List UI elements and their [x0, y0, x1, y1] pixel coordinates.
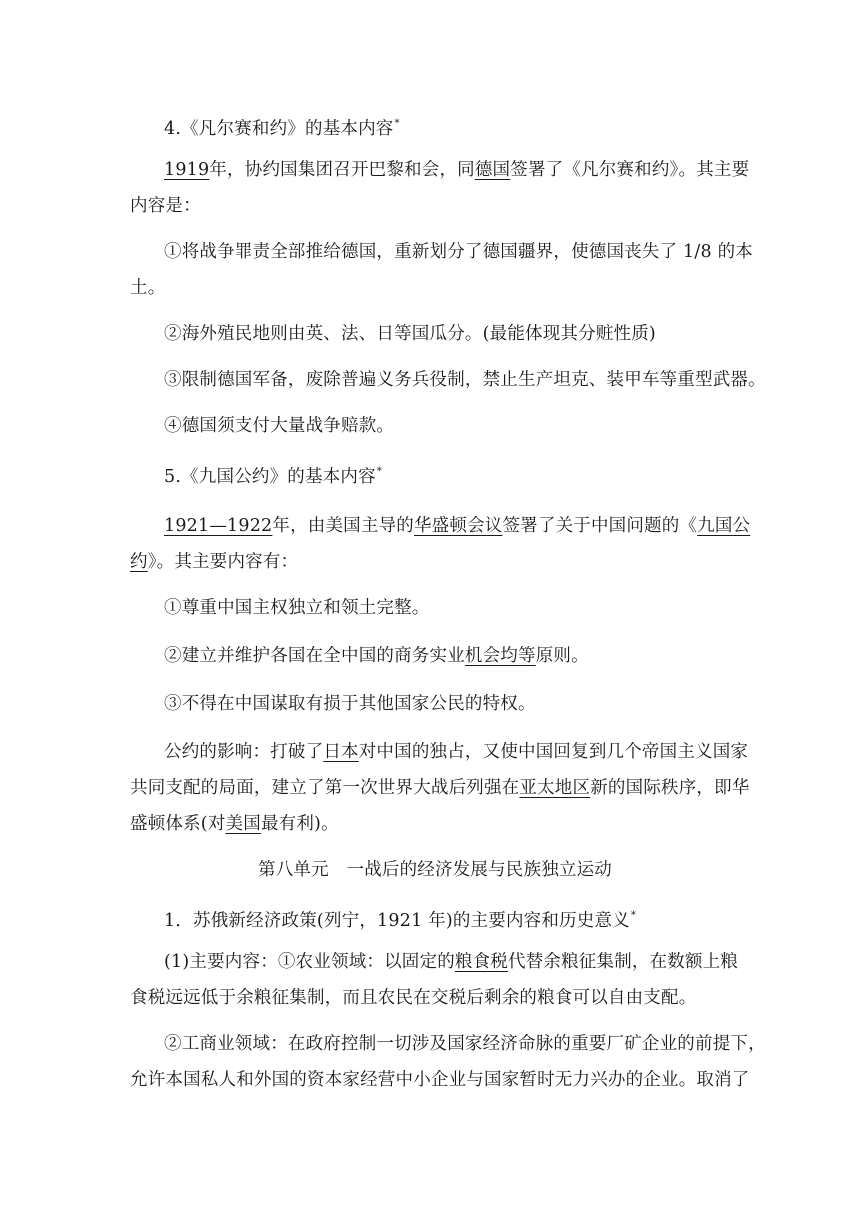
section-5-intro-line1: 1921—1922年，由美国主导的华盛顿会议签署了关于中国问题的《九国公	[164, 516, 751, 536]
section-4-item-2: ②海外殖民地则由英、法、日等国瓜分。(最能体现其分赃性质)	[164, 324, 656, 344]
section-4-item-1-line2: 土。	[130, 278, 166, 298]
section-5-impact-line2: 共同支配的局面，建立了第一次世界大战后列强在亚太地区新的国际秩序，即华	[130, 778, 750, 798]
section-5-impact-line3: 盛顿体系(对美国最有利)。	[130, 814, 339, 834]
section-4-intro-line1: 1919年，协约国集团召开巴黎和会，同德国签署了《凡尔赛和约》。其主要	[164, 160, 750, 180]
section-5-item-2: ②建立并维护各国在全中国的商务实业机会均等原则。	[164, 646, 589, 666]
underlined-conference: 华盛顿会议	[413, 516, 503, 536]
section-5-title: 5.《九国公约》的基本内容*	[164, 466, 382, 487]
underlined-equal-opportunity: 机会均等	[464, 646, 536, 666]
underlined-treaty-part2: 约	[130, 552, 148, 572]
unit-8-industry-line1: ②工商业领域：在政府控制一切涉及国家经济命脉的重要厂矿企业的前提下，	[164, 1034, 766, 1054]
section-5-item-3: ③不得在中国谋取有损于其他国家公民的特权。	[164, 694, 536, 714]
underlined-year: 1919	[164, 160, 210, 180]
section-5-item-1: ①尊重中国主权独立和领土完整。	[164, 598, 430, 618]
unit-8-content-line2: 食税远远低于余粮征集制，而且农民在交税后剩余的粮食可以自由支配。	[130, 988, 697, 1008]
underlined-usa: 美国	[225, 814, 261, 834]
unit-8-heading: 第八单元 一战后的经济发展与民族独立运动	[258, 860, 612, 880]
underlined-treaty-part1: 九国公	[697, 516, 751, 536]
unit-8-question-1-title: 1．苏俄新经济政策(列宁，1921 年)的主要内容和历史意义*	[164, 910, 637, 931]
underlined-years: 1921—1922	[164, 516, 273, 536]
section-4-intro-line2: 内容是：	[130, 196, 201, 216]
unit-8-content-line1: (1)主要内容：①农业领域：以固定的粮食税代替余粮征集制，在数额上粮	[164, 952, 739, 972]
underlined-asia-pacific: 亚太地区	[519, 778, 591, 798]
underlined-germany: 德国	[474, 160, 511, 180]
section-4-title: 4.《凡尔赛和约》的基本内容*	[164, 118, 400, 139]
section-4-item-3: ③限制德国军备，废除普遍义务兵役制，禁止生产坦克、装甲车等重型武器。	[164, 370, 766, 390]
section-4-item-4: ④德国须支付大量战争赔款。	[164, 416, 395, 436]
section-5-intro-line2: 约》。其主要内容有：	[130, 552, 299, 572]
unit-8-industry-line2: 允许本国私人和外国的资本家经营中小企业与国家暂时无力兴办的企业。取消了	[130, 1070, 750, 1090]
section-5-impact-line1: 公约的影响：打破了日本对中国的独占，又使中国回复到几个帝国主义国家	[164, 742, 749, 762]
underlined-japan: 日本	[323, 742, 359, 762]
section-4-item-1-line1: ①将战争罪责全部推给德国，重新划分了德国疆界，使德国丧失了 1/8 的本	[164, 242, 753, 262]
underlined-grain-tax: 粮食税	[454, 952, 508, 972]
